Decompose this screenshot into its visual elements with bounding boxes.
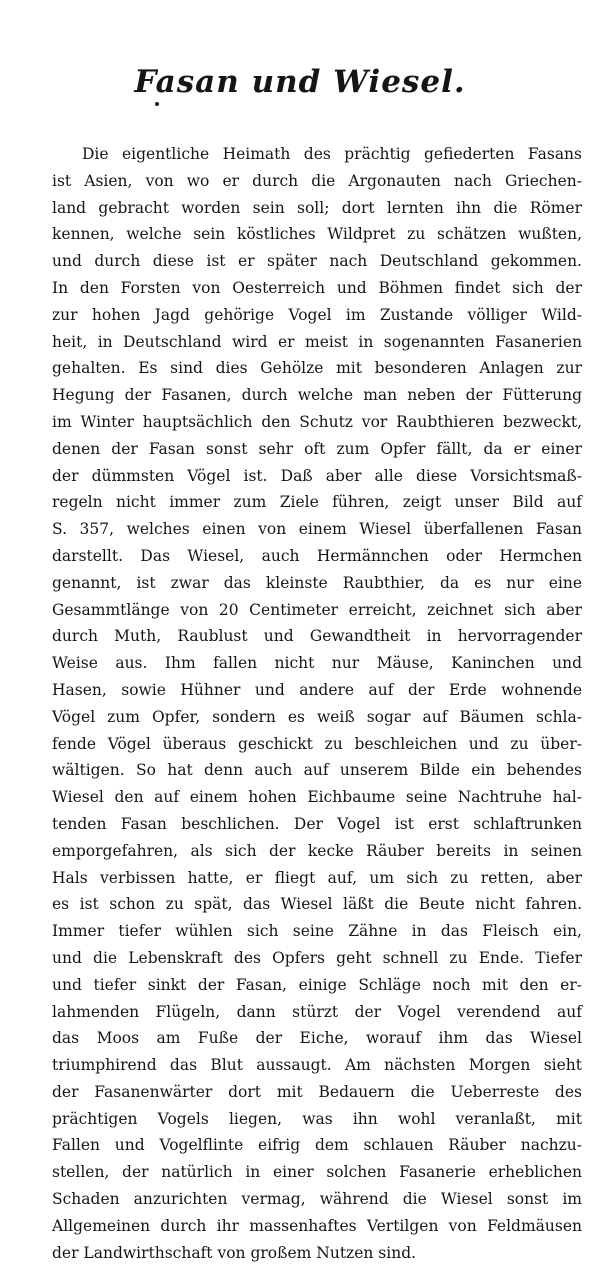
text-line: denen der Fasan sonst sehr oft zum Opfer fällt, da er einer	[52, 439, 582, 458]
text-line: der dümmsten Vögel ist. Daß aber alle diese Vorsichtsmaß-	[52, 466, 582, 485]
text-line: land gebracht worden sein soll; dort lernten ihn die Römer	[52, 198, 582, 217]
text-line: Schaden anzurichten vermag, während die Wiesel sonst im	[52, 1190, 582, 1209]
text-line: und durch diese ist er später nach Deutschland gekommen.	[52, 252, 582, 271]
text-line: Wiesel den auf einem hohen Eichbaume seine Nachtruhe hal-	[52, 788, 582, 807]
text-line: Hasen, sowie Hühner und andere auf der Erde wohnende	[52, 680, 582, 699]
text-line: S. 357, welches einen von einem Wiesel überfallenen Fasan	[52, 520, 582, 539]
text-line: Gesammtlänge von 20 Centimeter erreicht, zeichnet sich aber	[52, 600, 582, 619]
text-line: Immer tiefer wühlen sich seine Zähne in das Fleisch ein,	[52, 922, 582, 941]
text-line: prächtigen Vogels liegen, was ihn wohl veranlaßt, mit	[52, 1109, 582, 1128]
text-line: kennen, welche sein köstliches Wildpret zu schätzen wußten,	[52, 225, 582, 244]
text-line: Hegung der Fasanen, durch welche man neben der Fütterung	[52, 386, 582, 405]
text-line: der Fasanenwärter dort mit Bedauern die Ueberreste des	[52, 1082, 582, 1101]
text-line: genannt, ist zwar das kleinste Raubthier, da es nur eine	[52, 573, 582, 592]
text-line: Vögel zum Opfer, sondern es weiß sogar auf Bäumen schla-	[52, 707, 582, 726]
text-line: heit, in Deutschland wird er meist in sogenannten Fasanerien	[52, 332, 582, 351]
text-line: Die eigentliche Heimath des prächtig gefiederten Fasans	[82, 145, 582, 163]
text-line: Weise aus. Ihm fallen nicht nur Mäuse, Kaninchen und	[52, 654, 582, 673]
text-line: es ist schon zu spät, das Wiesel läßt die Beute nicht fahren.	[52, 895, 582, 914]
text-line: fende Vögel überaus geschickt zu beschleichen und zu über-	[52, 734, 582, 753]
text-line: und die Lebenskraft des Opfers geht schnell zu Ende. Tiefer	[52, 948, 582, 967]
text-line: durch Muth, Raublust und Gewandtheit in hervorragender	[52, 627, 582, 646]
text-line: gehalten. Es sind dies Gehölze mit besonderen Anlagen zur	[52, 359, 582, 378]
text-line: regeln nicht immer zum Ziele führen, zeigt unser Bild auf	[52, 493, 582, 512]
text-line: der Landwirthschaft von großem Nutzen sind.	[52, 1243, 417, 1262]
text-line: im Winter hauptsächlich den Schutz vor Raubthieren bezweckt,	[52, 412, 582, 431]
text-line: lahmenden Flügeln, dann stürzt der Vogel verendend auf	[52, 1002, 582, 1021]
text-line: und tiefer sinkt der Fasan, einige Schläge noch mit den er-	[52, 975, 582, 994]
text-line: Hals verbissen hatte, er fliegt auf, um sich zu retten, aber	[52, 868, 582, 887]
article-body	[52, 141, 582, 1266]
text-line: stellen, der natürlich in einer solchen Fasanerie erheblichen	[52, 1163, 582, 1182]
text-line: emporgefahren, als sich der kecke Räuber bereits in seinen	[52, 841, 582, 860]
text-line: In den Forsten von Oesterreich und Böhmen findet sich der	[52, 278, 582, 297]
text-line: Allgemeinen durch ihr massenhaftes Vertilgen von Feldmäusen	[52, 1216, 582, 1235]
text-line: zur hohen Jagd gehörige Vogel im Zustande völliger Wild-	[52, 305, 582, 324]
text-line: tenden Fasan beschlichen. Der Vogel ist erst schlaftrunken	[52, 814, 582, 833]
text-line: darstellt. Das Wiesel, auch Hermännchen oder Hermchen	[52, 546, 582, 565]
text-line: ist Asien, von wo er durch die Argonauten nach Griechen-	[52, 171, 582, 190]
text-line: triumphirend das Blut aussaugt. Am nächsten Morgen sieht	[52, 1056, 582, 1075]
article-title: Fasan und Wiesel.	[134, 64, 466, 100]
ornament-dot	[155, 102, 159, 106]
text-line: das Moos am Fuße der Eiche, worauf ihm das Wiesel	[52, 1029, 582, 1048]
text-line: Fallen und Vogelflinte eifrig dem schlauen Räuber nachzu-	[52, 1136, 582, 1155]
text-line: wältigen. So hat denn auch auf unserem Bilde ein behendes	[52, 761, 582, 780]
